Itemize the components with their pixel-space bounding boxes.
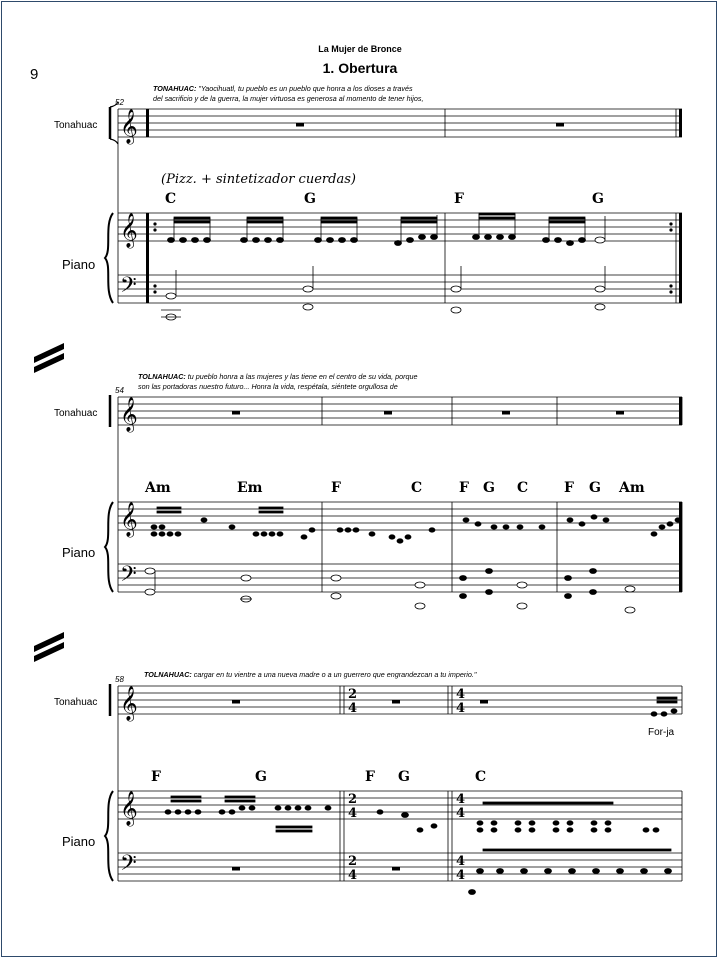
svg-text:𝄢: 𝄢 — [120, 562, 137, 592]
chord-symbol: C — [165, 191, 177, 207]
page-number: 9 — [30, 66, 39, 83]
chord-symbol: F — [454, 191, 464, 207]
piano-label: Piano — [62, 834, 96, 849]
narration-note-1-line2: del sacrificio y de la guerra, la mujer virtuosa es generosa al momento de tener hijos, — [153, 94, 424, 103]
piano-label: Piano — [62, 545, 96, 560]
system-separator — [34, 343, 64, 662]
svg-text:4: 4 — [456, 792, 466, 807]
svg-text:𝄞: 𝄞 — [120, 397, 138, 432]
svg-text:2: 2 — [348, 687, 358, 702]
chord-symbol: F — [331, 480, 341, 496]
chord-symbol: F — [564, 480, 574, 496]
clefs — [120, 109, 138, 881]
chord-symbol: G — [483, 480, 495, 496]
voice-label: Tonahuac — [54, 697, 98, 708]
svg-text:4: 4 — [456, 687, 466, 702]
system-brackets — [105, 102, 118, 881]
measure-number: 58 — [115, 675, 124, 684]
svg-text:2: 2 — [348, 792, 358, 807]
narration-note-3: TOLNAHUAC: cargar en tu vientre a una nueva madre o a un guerrero que engrandezcan a tu imperio." — [144, 670, 477, 679]
narration-note-2-line2: son las portadoras nuestro futuro... Honra la vida, respétala, siéntete orgullosa de — [138, 382, 398, 391]
narration-note-2: TOLNAHUAC: tu pueblo honra a las mujeres y las tiene en el centro de su vida, porque — [138, 372, 418, 381]
svg-text:2: 2 — [348, 854, 358, 869]
time-signatures — [348, 687, 465, 883]
work-title: La Mujer de Bronce — [318, 44, 402, 54]
svg-text:4: 4 — [456, 854, 466, 869]
piano-bass-notes — [145, 266, 675, 895]
svg-text:4: 4 — [348, 701, 358, 716]
svg-text:𝄞: 𝄞 — [120, 686, 138, 721]
chord-symbol: G — [255, 769, 267, 785]
svg-text:𝄢: 𝄢 — [120, 273, 137, 303]
rests — [232, 123, 624, 871]
repeat-barlines — [146, 109, 682, 592]
svg-text:𝄢: 𝄢 — [120, 851, 137, 881]
chord-symbol: F — [459, 480, 469, 496]
svg-text:𝄞: 𝄞 — [120, 502, 138, 537]
voice-label: Tonahuac — [54, 408, 98, 419]
svg-text:4: 4 — [456, 806, 466, 821]
chord-symbol: G — [398, 769, 410, 785]
piano-label: Piano — [62, 257, 96, 272]
chord-symbol: G — [592, 191, 604, 207]
chord-symbol: Am — [619, 480, 645, 496]
svg-text:𝄞: 𝄞 — [120, 791, 138, 826]
measure-number: 52 — [115, 98, 124, 107]
measure-number: 54 — [115, 386, 124, 395]
voice-label: Tonahuac — [54, 120, 98, 131]
chord-symbol: Am — [145, 480, 171, 496]
chord-symbol: G — [589, 480, 601, 496]
chord-symbol: Em — [237, 480, 263, 496]
expression-marking: (Pizz. + sintetizador cuerdas) — [161, 172, 356, 187]
svg-text:4: 4 — [456, 868, 466, 883]
chord-symbol: C — [475, 769, 487, 785]
chord-symbol: F — [365, 769, 375, 785]
piano-melody-notes — [151, 507, 681, 832]
voice-staff — [118, 109, 682, 137]
svg-text:4: 4 — [348, 868, 358, 883]
narration-note-1: TONAHUAC: "Yaocihuatl, tu pueblo es un pueblo que honra a los dioses a través — [153, 84, 413, 93]
chord-symbol: C — [517, 480, 529, 496]
svg-text:4: 4 — [348, 806, 358, 821]
lyric-syllable: For-ja — [648, 727, 675, 738]
movement-title: 1. Obertura — [322, 60, 398, 76]
chord-symbol: F — [151, 769, 161, 785]
svg-text:𝄞: 𝄞 — [120, 213, 138, 248]
chord-symbol: C — [411, 480, 423, 496]
svg-text:4: 4 — [456, 701, 466, 716]
chord-symbol: G — [304, 191, 316, 207]
svg-text:𝄞: 𝄞 — [120, 109, 138, 144]
